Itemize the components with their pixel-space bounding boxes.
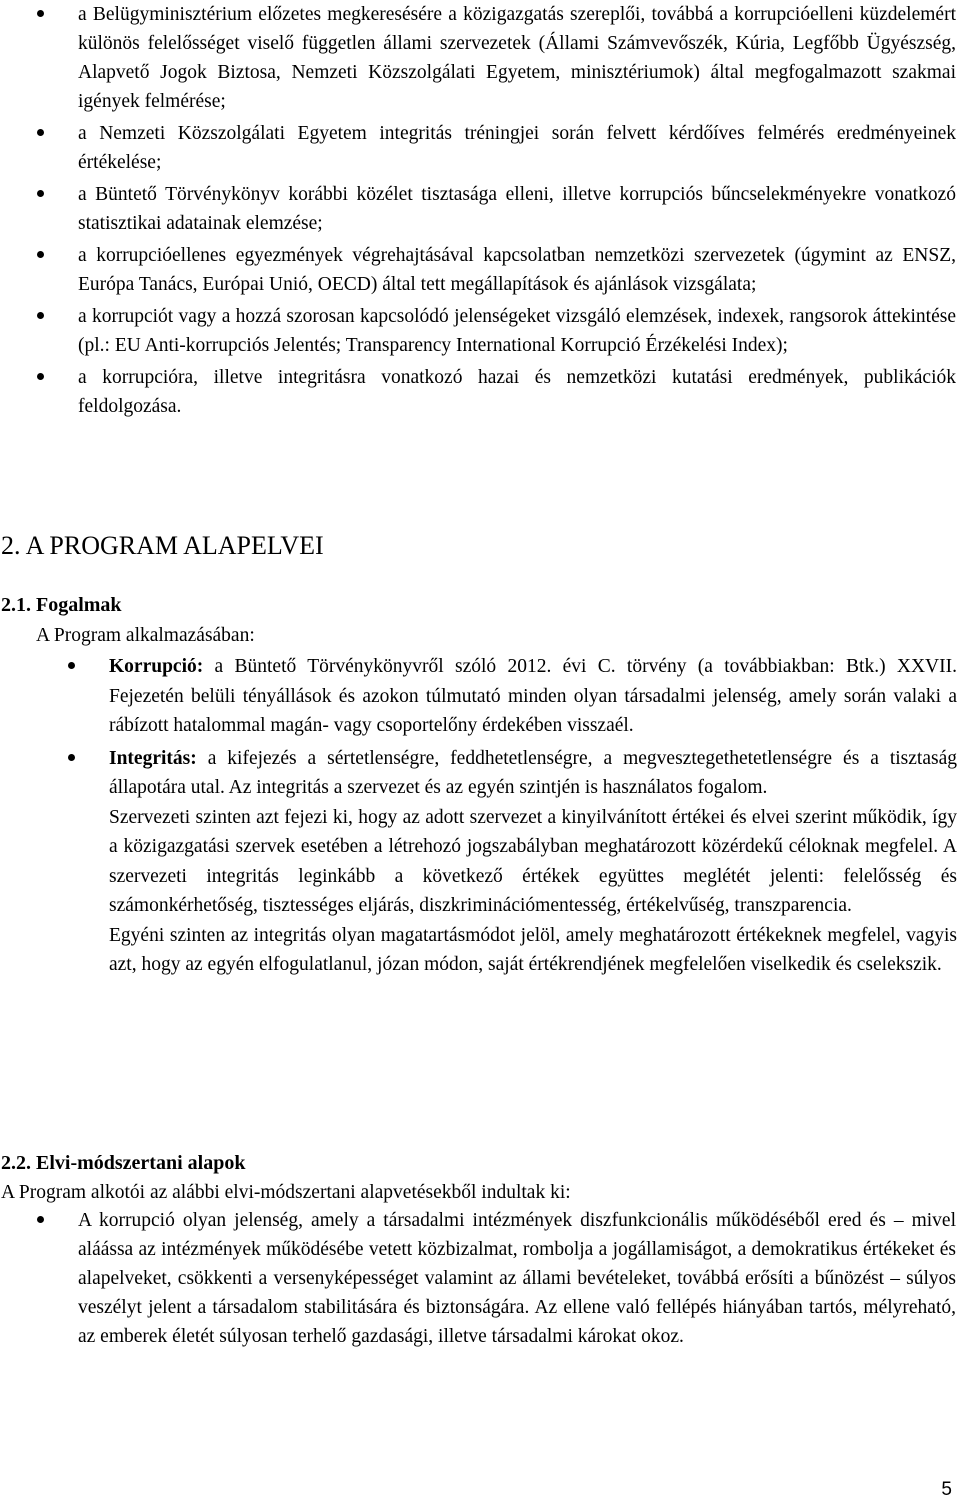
list-item: a korrupcióra, illetve integritásra vonatkozó hazai és nemzetközi kutatási eredmények, publikációk feldolgozása. — [78, 363, 956, 421]
bullet-icon — [37, 0, 47, 29]
list-item: a korrupcióellenes egyezmények végrehajtásával kapcsolatban nemzetközi szervezetek (úgymint az ENSZ, Európa Tanács, Európai Unió, OECD) által tett megállapítások és ajánlások vizsgálata; — [78, 241, 956, 299]
section-2-2-heading: 2.2. Elvi-módszertani alapok — [1, 1152, 246, 1174]
bullet-icon — [68, 652, 78, 681]
definition-text: a kifejezés a sértetlenségre, feddhetetlenségre, a megvesztegethetetlenségre és a tisztaság állapotára utal. Az integritás a szervezet és az egyén szintjén is használatos fogalom. — [109, 747, 957, 798]
page-number: 5 — [941, 1479, 952, 1500]
intro-bullet-list — [78, 0, 956, 421]
definitions-list — [109, 652, 957, 980]
list-item: A korrupció olyan jelenség, amely a társadalmi intézmények diszfunkcionális működéséből ered és – mivel aláássa az intézmények működésébe vetett közbizalmat, rombolja a jogállamiságot, a demokratikus értékeket és alapelveket, csökkenti a versenyképességet valamint az állami bevételeket, továbbá erősíti a bűnözést – súlyos veszélyt jelent a társadalom stabilitására és biztonságára. Az ellene való fellépés hiányában tartós, mélyreható, az emberek életét súlyosan terhelő gazdasági, illetve társadalmi károkat okoz. — [78, 1206, 956, 1351]
bullet-icon — [37, 180, 47, 209]
term-integritas: Integritás: — [109, 747, 197, 769]
bullet-icon — [37, 119, 47, 148]
list-item: a Büntető Törvénykönyv korábbi közélet tisztasága elleni, illetve korrupciós bűncselekményekre vonatkozó statisztikai adatainak elemzése; — [78, 180, 956, 238]
section-2-2-intro: A Program alkotói az alábbi elvi-módszertani alapvetésekből indultak ki: — [1, 1182, 571, 1203]
definition-integritas — [109, 744, 957, 980]
section-2-1-heading: 2.1. Fogalmak — [1, 594, 122, 616]
definition-paragraph: Szervezeti szinten azt fejezi ki, hogy az adott szervezet a kinyilvánított értékei és elvei szerint működik, így a közigazgatási szervek esetében a létrehozó jogszabályban meghatározott közérdekű céloknak megfelel. A szervezeti integritás leginkább a következő értékek együttes meglétét jelenti: felelősség és számonkérhetőség, tisztességes eljárás, diszkriminációmentesség, értékelvűség, transzparencia. — [109, 806, 957, 916]
definition-paragraph: Egyéni szinten az integritás olyan magatartásmódot jelöl, amely meghatározott értékeknek megfelel, vagyis azt, hogy az egyén elfogulatlanul, józan módon, saját értékrendjének megfelelően viselkedik és cselekszik. — [109, 924, 957, 975]
bullet-icon — [37, 363, 47, 392]
definition-korrupcio — [109, 652, 957, 741]
list-item: a Nemzeti Közszolgálati Egyetem integritás tréningjei során felvett kérdőíves felmérés eredményeinek értékelése; — [78, 119, 956, 177]
bullet-icon — [37, 1206, 47, 1235]
definition-text: a Büntető Törvénykönyvről szóló 2012. évi C. törvény (a továbbiakban: Btk.) XXVII. Fejezetén belüli tényállások és azokon túlmutató minden olyan társadalmi jelenség, amely során valaki a rábízott hatalommal magán- vagy csoportelőny érdekében visszaél. — [109, 656, 957, 736]
bullet-icon — [68, 744, 78, 773]
term-korrupcio: Korrupció: — [109, 656, 204, 677]
list-item: a korrupciót vagy a hozzá szorosan kapcsolódó jelenségeket vizsgáló elemzések, indexek, rangsorok áttekintése (pl.: EU Anti-korrupciós Jelentés; Transparency International Korrupció Érzékelési Index); — [78, 302, 956, 360]
bullet-icon — [37, 241, 47, 270]
list-item: a Belügyminisztérium előzetes megkeresésére a közigazgatás szereplői, továbbá a korrupcióelleni küzdelemért különös felelősséget viselő független állami szervezetek (Állami Számvevőszék, Kúria, Legfőbb Ügyészség, Alapvető Jogok Biztosa, Nemzeti Közszolgálati Egyetem, minisztériumok) által megfogalmazott szakmai igények felmérése; — [78, 0, 956, 116]
principles-list — [78, 1206, 956, 1351]
section-2-1-intro: A Program alkalmazásában: — [36, 625, 255, 646]
bullet-icon — [37, 302, 47, 331]
section-2-heading: 2. A PROGRAM ALAPELVEI — [1, 531, 324, 560]
